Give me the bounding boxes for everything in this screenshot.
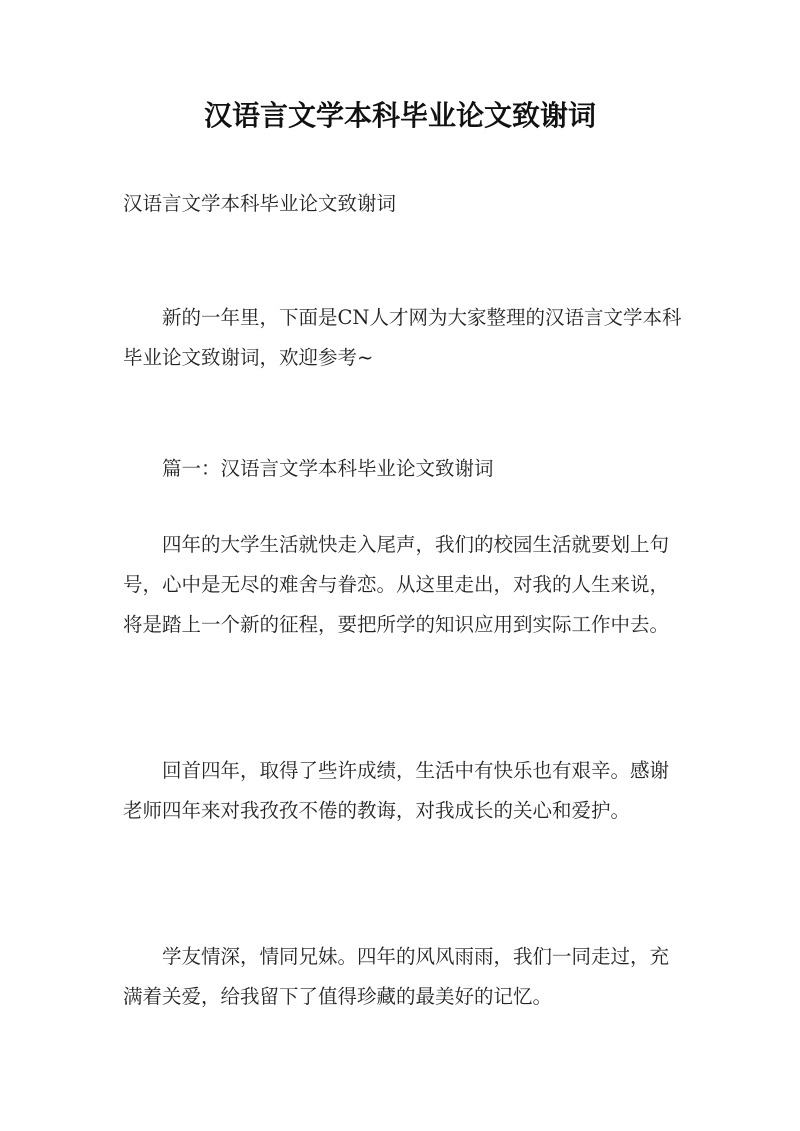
- body-paragraph: 学友情深，情同兄妹。四年的风风雨雨，我们一同走过，充满着关爱，给我留下了值得珍藏的最美好的记忆。: [123, 945, 670, 1008]
- body-paragraph: 回首四年，取得了些许成绩，生活中有快乐也有艰辛。感谢老师四年来对我孜孜不倦的教诲，对我成长的关心和爱护。: [123, 759, 670, 822]
- document-title: 汉语言文学本科毕业论文致谢词: [203, 99, 596, 132]
- intro-paragraph: 新的一年里，下面是CN人才网为大家整理的汉语言文学本科毕业论文致谢词，欢迎参考~: [123, 306, 682, 369]
- body-paragraph: 四年的大学生活就快走入尾声，我们的校园生活就要划上句号，心中是无尽的难舍与眷恋。从这里走出，对我的人生来说，将是踏上一个新的征程，要把所学的知识应用到实际工作中去。: [123, 533, 670, 636]
- section-heading: 篇一：汉语言文学本科毕业论文致谢词: [162, 457, 494, 480]
- document-subtitle: 汉语言文学本科毕业论文致谢词: [123, 192, 397, 215]
